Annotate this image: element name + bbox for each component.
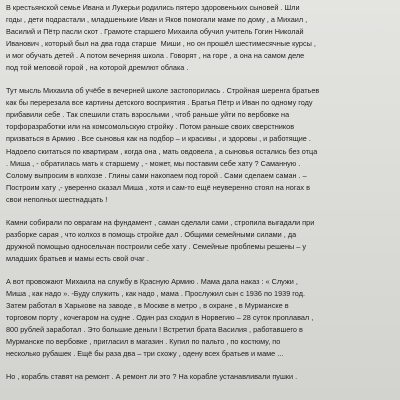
text-line: Василий и Пётр пасли скот . Грамоте старшего Михаила обучил учитель Гогин Николай (6, 27, 304, 37)
text-line: Иванович , который был на два года старше Миши , но он прошёл шестимесячные курсы , (6, 39, 316, 49)
text-line: свои неполных шестнадцать ! (6, 194, 108, 204)
paragraph-gap (6, 265, 394, 276)
text-line: прибавили себе . Так спешили стать взрослыми , чтоб раньше уйти по вербовке на (6, 110, 290, 120)
text-line: торговом порту , кочегаром на судне . Один раз сходил в Норвегию – 28 суток проплавал , (6, 313, 314, 323)
document-text (6, 2, 394, 383)
text-line: годы , дети подрастали , младшенькие Иван и Яков помогали маме по дому , а Михаил , (6, 15, 308, 25)
text-line: Солому выпросим в колхозе . Глины сами накопаем под горой . Сами сделаем саман . – (6, 170, 307, 180)
text-line: Тут мысль Михаила об учёбе в вечерней школе застопорилась . Стройная шеренга братьев (6, 86, 320, 96)
text-line: Миша , как надо ». -Буду служить , как надо , мама . Прослужил сын с 1936 по 1939 год. (6, 288, 305, 298)
text-line: 800 рублей заработал . Это большие деньги ! Встретил брата Василия , работавшего в (6, 325, 303, 335)
paragraph-childhood (6, 2, 394, 74)
text-line: как бы перерезала все картины детского восприятия . Братья Пётр и Иван по одному году (6, 98, 313, 108)
text-line: В крестьянской семье Ивана и Лукерьи родились пятеро здоровеньких сыновей . Шли (6, 3, 300, 12)
text-line: Но , корабль ставят на ремонт . А ремонт ли это ? На корабле устанавливали пушки . (6, 372, 298, 382)
text-line: разборке сарая , что колхоз в помощь стройке дал . Общими семейными силами , да (6, 229, 297, 239)
paragraph-gap (6, 206, 394, 217)
text-line: Мурманске по вербовке , пригласил в магазин . Купил по пальто , по костюму, по (6, 337, 281, 347)
text-line: несколько рубашек . Ещё бы раза два – три схожу , одену всех братьев и маме ... (6, 349, 284, 359)
paragraph-army (6, 276, 394, 360)
text-line: Затем работал в Харькове на заводе , в Москве в метро , в охране , в Мурманске в (6, 301, 289, 311)
text-line: призваться в Армию . Все сыновья как на подбор – и красивы , и здоровы , и работящие . (6, 134, 311, 144)
text-line: Надоело скитаться по квартирам , когда она , мать овдовела , а сыновья остались без отца (6, 146, 318, 156)
text-line: и мог обучать детей . А потом вечерняя школа . Говорят , на горе , а она на самом деле (6, 51, 305, 61)
text-line: под той меловой горой , на которой дремлют облака . (6, 63, 189, 73)
text-line: дружной помощью односельчан построили себе хату . Семейные проблемы решены – у (6, 241, 307, 251)
paragraph-gap (6, 74, 394, 85)
text-line: младших братьев и мамы есть свой очаг . (6, 253, 149, 263)
paragraph-brothers-house (6, 85, 394, 205)
text-line: А вот провожают Михаила на службу в Красную Армию . Мама дала наказ : « Служи , (6, 276, 298, 286)
text-line: . Миша , - обратилась мать к старшему , - может, мы поставим себе хату ? Саманную . (6, 158, 301, 168)
text-line: Камни собирали по оврагам на фундамент , саман сделали сами , стропила выгадали при (6, 217, 315, 227)
paragraph-building (6, 217, 394, 265)
text-line: Построим хату ,- уверенно сказал Миша , хотя и сам-то ещё неуверенно стоял на ногах в (6, 182, 310, 192)
paragraph-gap (6, 360, 394, 371)
text-line: торфоразработки или на комсомольскую стройку . Потом раньше своих сверстников (6, 122, 295, 132)
paragraph-ship (6, 371, 394, 383)
